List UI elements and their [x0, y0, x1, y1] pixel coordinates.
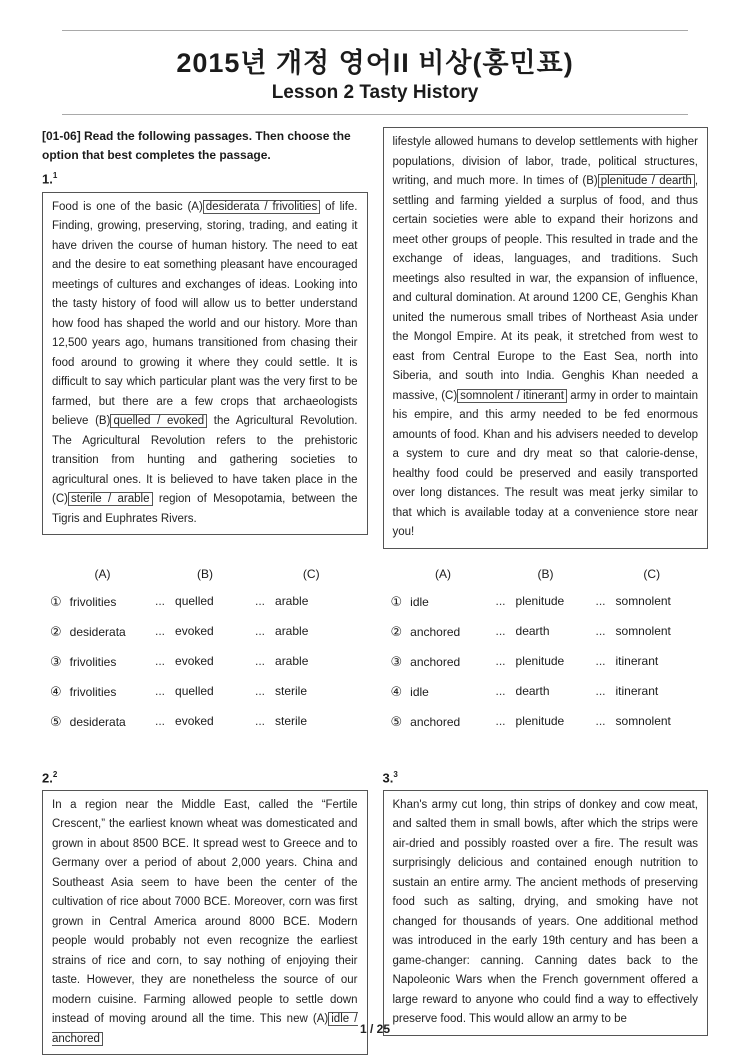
option-word: plenitude	[515, 713, 565, 728]
document-title: 2015년 개정 영어II 비상(홍민표)	[176, 48, 574, 78]
option-word: frivolities	[69, 654, 117, 669]
question-2-block	[42, 766, 368, 1056]
choice-box: plenitude / dearth	[598, 174, 695, 188]
choice-box: somnolent / itinerant	[457, 389, 567, 403]
option-word: quelled	[175, 593, 214, 608]
option-row	[50, 684, 368, 700]
option-cell	[255, 594, 368, 610]
option-word: evoked	[175, 623, 214, 638]
option-cell	[50, 624, 155, 640]
option-cell	[50, 594, 155, 610]
ellipsis: ...	[495, 713, 506, 728]
ellipsis: ...	[255, 593, 266, 608]
question-3-block	[383, 766, 709, 1036]
option-row	[50, 624, 368, 640]
option-row	[50, 714, 368, 730]
option-cell	[391, 684, 496, 700]
options-column-header: (B)	[537, 566, 554, 581]
option-word: frivolities	[69, 594, 117, 609]
ellipsis: ...	[595, 653, 606, 668]
ellipsis: ...	[155, 653, 166, 668]
option-cell	[255, 684, 368, 700]
option-cell	[596, 684, 709, 700]
option-word: quelled	[175, 683, 214, 698]
option-word: idle	[410, 684, 429, 699]
passage-3-box	[383, 790, 709, 1036]
option-word: anchored	[410, 654, 461, 669]
option-cell	[255, 714, 368, 730]
option-word: idle	[410, 594, 429, 609]
ellipsis: ...	[255, 623, 266, 638]
option-cell	[496, 654, 596, 670]
option-cell	[496, 624, 596, 640]
option-word: somnolent	[615, 623, 671, 638]
options-column-header: (A)	[94, 566, 111, 581]
option-word: arable	[275, 593, 309, 608]
option-word: itinerant	[615, 683, 659, 698]
option-word: dearth	[515, 623, 550, 638]
option-cell	[155, 594, 255, 610]
passage-1-box	[42, 192, 368, 536]
option-row	[391, 654, 709, 670]
option-word: itinerant	[615, 653, 659, 668]
ellipsis: ...	[155, 593, 166, 608]
option-cell	[496, 594, 596, 610]
question-1-number: 1.	[42, 171, 53, 187]
lesson-subtitle: Lesson 2 Tasty History	[271, 82, 479, 103]
passage-text: , settling and farming yielded a surplus of food, and thus certain societies were able to expand their horizons and meet other groups of people. This resulted in trade and the exchange of ideas, languages, and traditions. Such meetings also resulted in war, the expansion of influence, and cultural domination. At around 1200 CE, Genghis Khan united the numerous small tribes of Northeast Asia under the Mongol Empire. At its peak, it stretched from west to east from Central Europe to the East Sea, north into Siberia, and south into India. Genghis Khan needed a massive, (C)	[392, 175, 699, 402]
question-2-label	[42, 770, 368, 785]
options-header-row	[391, 567, 709, 581]
right-column-top	[383, 127, 709, 549]
left-column-top	[42, 127, 368, 535]
option-number: ②	[50, 623, 62, 639]
question-3-label	[383, 770, 709, 785]
options-header-row	[50, 567, 368, 581]
passage-text: Khan's army cut long, thin strips of donkey and cow meat, and salted them in small bowls, after which the strips were air-dried and possibly roasted over a fire. The result was surprisingly delicious and contained enough nutrition to sustain an entire army. The ancient methods of preserving food such as salting, drying, and smoking have not changed for thousands of years. One additional method was introduced in the early 19th century and has been a game-changer: canning. Canning dates back to the Napoleonic Wars when the French government offered a large reward to anyone who could find a way to effectively preserve food. This would allow an army to be	[392, 798, 698, 1026]
option-number: ⑤	[50, 713, 62, 729]
option-cell	[50, 684, 155, 700]
question-1-options-table-right	[383, 567, 709, 744]
question-1-options-table-left	[42, 567, 368, 744]
passage-text: Food is one of the basic (A)	[52, 200, 203, 213]
options-column-header: (C)	[643, 566, 661, 581]
ellipsis: ...	[595, 593, 606, 608]
option-cell	[596, 654, 709, 670]
option-cell	[50, 654, 155, 670]
option-cell	[155, 624, 255, 640]
option-row	[391, 624, 709, 640]
option-cell	[255, 624, 368, 640]
question-2-number: 2.	[42, 769, 53, 785]
ellipsis: ...	[595, 623, 606, 638]
ellipsis: ...	[495, 623, 506, 638]
question-3-number: 3.	[382, 769, 394, 785]
ellipsis: ...	[495, 653, 506, 668]
option-word: anchored	[410, 714, 461, 729]
option-word: sterile	[275, 713, 308, 728]
option-row	[50, 594, 368, 610]
passage-1-continued-box	[383, 127, 709, 549]
top-rule	[62, 30, 688, 31]
option-row	[50, 654, 368, 670]
ellipsis: ...	[595, 713, 606, 728]
option-cell	[496, 684, 596, 700]
option-row	[391, 594, 709, 610]
options-column-header: (B)	[197, 566, 213, 581]
option-cell	[596, 714, 709, 730]
passage-text: army in order to maintain his empire, and this army needed to be fed enormous amounts of food. Khan and his advisers needed to develop a system to cure and dry meat so that calorie-dense, healthy food could be preserved and easily transported over long distances. The result was meat jerky similar to that which is available today at a convenience store near you!	[392, 389, 699, 538]
choice-box: desiderata / frivolities	[203, 200, 320, 214]
option-cell	[391, 594, 496, 610]
passage-text: In a region near the Middle East, called the “Fertile Crescent,” the earliest known wheat was domesticated and grown in about 8500 BCE. It spread west to Greece and to Germany over a period of about 2,000 years. China and Southeast Asia seem to have been the center of the cultivation of rice about 7000 BCE. Moreover, corn was first grown in Central America around 8000 BCE. Modern people would probably not even recognize the earliest strains of rice and corn, to say nothing of enjoying their taste. However, they are nonetheless the source of our modern cuisine. Farming allowed people to settle down instead of moving around all the time. This new (A)	[52, 798, 358, 1026]
option-word: sterile	[275, 683, 308, 698]
option-cell	[255, 654, 368, 670]
option-word: frivolities	[69, 684, 117, 699]
ellipsis: ...	[495, 683, 506, 698]
options-column-header: (C)	[302, 566, 320, 581]
option-word: somnolent	[615, 593, 671, 608]
ellipsis: ...	[255, 683, 266, 698]
option-number: ③	[50, 653, 62, 669]
option-word: evoked	[175, 713, 214, 728]
option-number: ④	[50, 683, 62, 699]
option-word: plenitude	[515, 593, 565, 608]
option-word: arable	[275, 653, 309, 668]
passage-text: of life. Finding, growing, preserving, storing, trading, and eating it have driven the course of human history. The need to eat and the desire to eat something pleasant have encouraged meetings of cultures and exchanges of ideas. Looking into the tasty history of food will allow us to better understand how food has shaped the world and our history. More than 12,500 years ago, humans transitioned from chasing their food around to growing it where they could settle. It is difficult to say which particular plant was the very first to be farmed, but there are a few crops that archaeologists believe (B)	[52, 200, 358, 428]
ellipsis: ...	[155, 713, 166, 728]
option-cell	[596, 594, 709, 610]
choice-box: sterile / arable	[68, 492, 153, 506]
option-word: arable	[275, 623, 309, 638]
option-number: ①	[390, 593, 403, 609]
options-column-header: (A)	[435, 566, 451, 581]
page-number: 1 / 25	[359, 1022, 391, 1036]
question-1-label	[42, 171, 368, 186]
option-cell	[155, 714, 255, 730]
option-row	[391, 714, 709, 730]
passage-text: lifestyle allowed humans to develop settlements with higher populations, division of labor, trade, political structures, writing, and much more. In times of (B)	[392, 136, 698, 187]
passage-text: region of Mesopotamia, between the Tigris and Euphrates Rivers.	[52, 493, 358, 525]
option-cell	[391, 714, 496, 730]
instruction-text: [01-06] Read the following passages. Then choose the option that best completes the passage.	[42, 129, 351, 162]
option-row	[391, 684, 709, 700]
option-cell	[155, 654, 255, 670]
option-cell	[496, 714, 596, 730]
choice-box: quelled / evoked	[110, 414, 207, 428]
option-number: ③	[390, 653, 403, 669]
option-number: ⑤	[390, 713, 403, 729]
ellipsis: ...	[255, 713, 266, 728]
two-column-content	[0, 115, 750, 1055]
question-1-footnote-mark: 1	[52, 171, 58, 181]
ellipsis: ...	[595, 683, 606, 698]
ellipsis: ...	[495, 593, 506, 608]
option-number: ①	[50, 593, 62, 609]
passage-2-box	[42, 790, 368, 1056]
option-cell	[155, 684, 255, 700]
option-cell	[50, 714, 155, 730]
option-word: desiderata	[69, 624, 126, 639]
option-word: desiderata	[69, 714, 126, 729]
option-number: ②	[390, 623, 403, 639]
ellipsis: ...	[155, 623, 166, 638]
question-2-footnote-mark: 2	[52, 769, 58, 779]
option-word: plenitude	[515, 653, 565, 668]
option-cell	[391, 624, 496, 640]
option-word: dearth	[515, 683, 550, 698]
choice-box: idle / anchored	[52, 1013, 358, 1045]
option-cell	[391, 654, 496, 670]
question-3-footnote-mark: 3	[393, 769, 398, 779]
ellipsis: ...	[155, 683, 166, 698]
option-word: anchored	[410, 624, 461, 639]
option-word: evoked	[175, 653, 214, 668]
option-cell	[596, 624, 709, 640]
option-number: ④	[390, 683, 403, 699]
option-word: somnolent	[615, 713, 671, 728]
ellipsis: ...	[255, 653, 266, 668]
passage-text: the Agricultural Revolution. The Agricultural Revolution refers to the prehistoric transition from hunting and gathering societies to agricultural ones. It is believed to have taken place in the (C)	[52, 415, 358, 506]
